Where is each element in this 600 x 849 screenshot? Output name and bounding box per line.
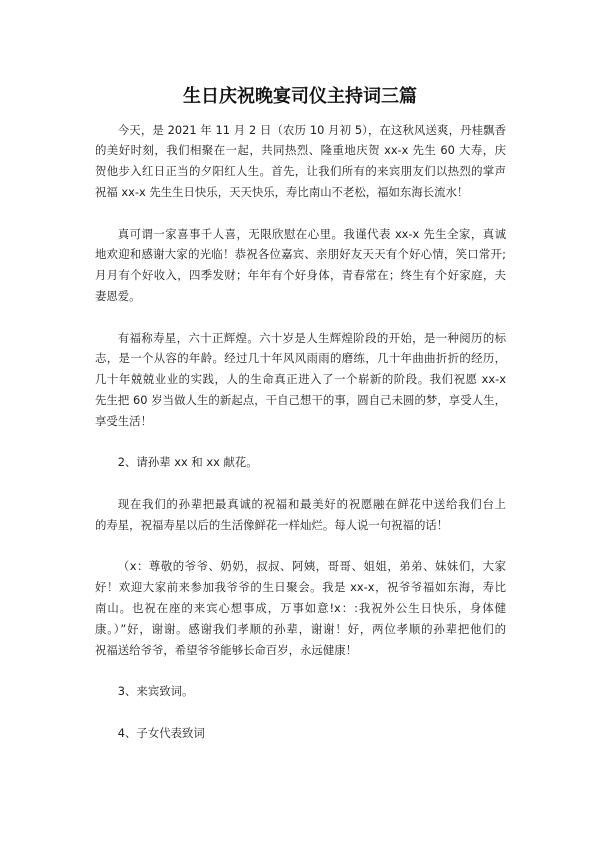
text-line: 几十年兢兢业业的实践，人的生命真正进入了一个崭新的阶段。我们祝愿 xx-x	[95, 372, 506, 387]
text-line: 2、请孙辈 xx 和 xx 献花。	[117, 455, 258, 470]
paragraph	[95, 120, 506, 203]
text-line: 今天，是 2021 年 11 月 2 日（农历 10 月初 5），在这秋风送爽，丹桂飘香	[117, 122, 506, 137]
text-line: 有福称寿星，六十正辉煌。六十岁是人生辉煌阶段的开始，是一种阅历的标	[117, 330, 506, 345]
paragraph	[95, 224, 506, 307]
text-line: 地欢迎和感谢大家的光临！恭祝各位嘉宾、亲朋好友天天有个好心情，笑口常开;	[95, 247, 506, 262]
document-title: 生日庆祝晚宴司仪主持词三篇	[183, 86, 417, 107]
text-line: 4、子女代表致词	[117, 725, 205, 740]
text-line: 现在我们的孙辈把最真诚的祝福和最美好的祝愿融在鲜花中送给我们台上	[117, 496, 506, 511]
text-line: 享受生活！	[95, 413, 152, 428]
paragraph	[95, 681, 506, 702]
text-line: 贺他步入红日正当的夕阳红人生。首先，让我们所有的来宾朋友们以热烈的掌声	[95, 164, 506, 179]
text-line: 南山。也祝在座的来宾心想事成，万事如意!x：:我祝外公生日快乐，身体健	[95, 600, 506, 615]
text-line: 好！欢迎大家前来参加我爷爷的生日聚会。我是 xx-x，祝爷爷福如东海，寿比	[95, 580, 506, 595]
text-line: 妻恩爱。	[95, 288, 141, 303]
paragraph	[95, 494, 506, 536]
paragraph	[95, 328, 506, 432]
text-line: 志，是一个从容的年龄。经过几十年风风雨雨的磨练，几十年曲曲折折的经历，	[95, 351, 506, 366]
text-line: 康。）”好，谢谢。感谢我们孝顺的孙辈，谢谢！好，两位孝顺的孙辈把他们的	[95, 621, 506, 636]
text-line: 的美好时刻，我们相聚在一起，共同热烈、隆重地庆贺 xx-x 先生 60 大寿，庆	[95, 143, 506, 158]
text-line: 先生把 60 岁当做人生的新起点，干自己想干的事，圆自己未圆的梦，享受人生，	[95, 392, 506, 407]
document-body	[95, 120, 506, 765]
text-line: 祝福送给爷爷，希望爷爷能够长命百岁，永远健康！	[95, 642, 357, 657]
text-line: 的寿星，祝福寿星以后的生活像鲜花一样灿烂。每人说一句祝福的话！	[95, 517, 449, 532]
text-line: （x：尊敬的爷爷、奶奶，叔叔、阿姨，哥哥、姐姐，弟弟、妹妹们，大家	[117, 559, 506, 574]
text-line: 月月有个好收入，四季发财；年年有个好身体，青春常在；终生有个好家庭，夫	[95, 268, 506, 283]
paragraph	[95, 723, 506, 744]
text-line: 真可谓一家喜事千人喜，无限欣慰在心里。我谨代表 xx-x 先生全家，真诚	[117, 226, 506, 241]
text-line: 祝福 xx-x 先生生日快乐，天天快乐，寿比南山不老松，福如东海长流水！	[95, 184, 469, 199]
paragraph	[95, 556, 506, 660]
text-line: 3、来宾致词。	[117, 684, 194, 699]
paragraph	[95, 452, 506, 473]
